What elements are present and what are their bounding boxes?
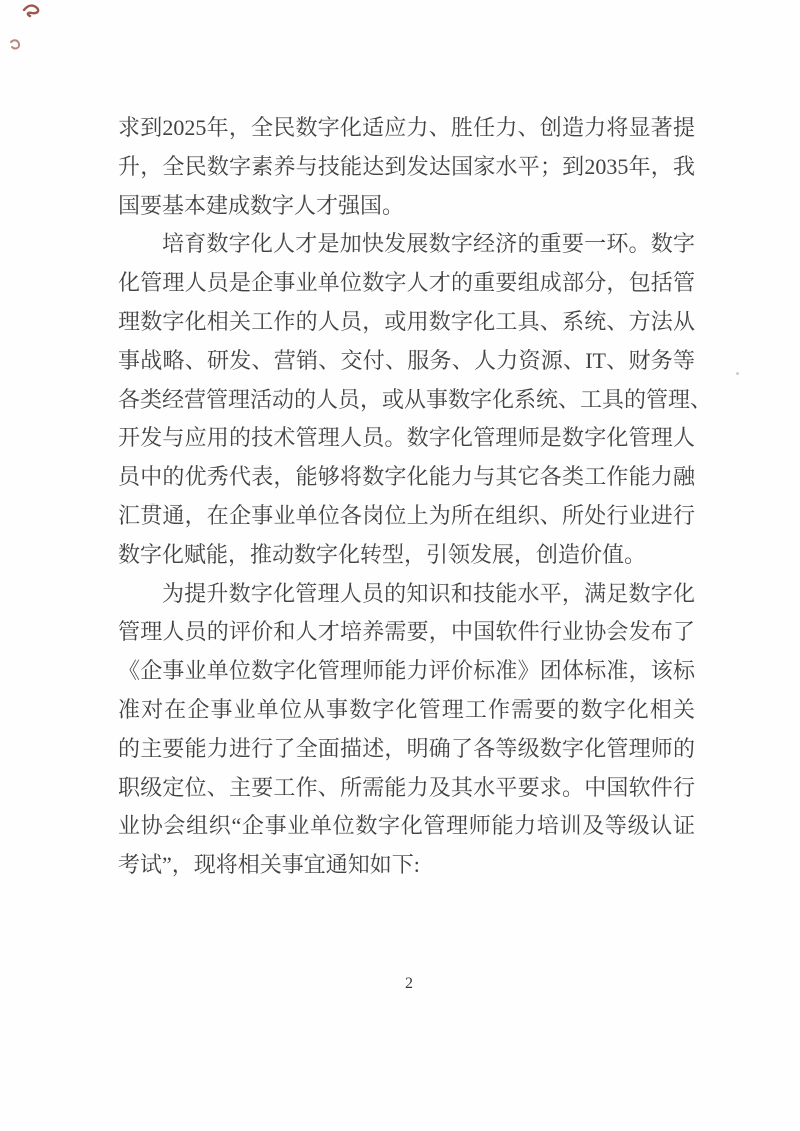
- text-line: 各类经营管理活动的人员，或从事数字化系统、工具的管理、: [118, 386, 713, 412]
- red-ink-mark-icon: [4, 0, 64, 60]
- text-line: 数字化赋能，推动数字化转型，引领发展，创造价值。: [118, 541, 647, 567]
- paragraph: [118, 225, 713, 574]
- text-line: 理数字化相关工作的人员，或用数字化工具、系统、方法从: [118, 308, 695, 334]
- text-line: 《企事业单位数字化管理师能力评价标准》团体标准，该标: [118, 658, 695, 684]
- text-line: 国要基本建成数字人才强国。: [118, 192, 405, 218]
- document-text-block: [118, 109, 713, 885]
- paragraph: [118, 575, 695, 885]
- text-line: 化管理人员是企事业单位数字人才的重要组成部分，包括管: [118, 270, 695, 296]
- text-line: 为提升数字化管理人员的知识和技能水平，满足数字化: [162, 580, 695, 606]
- text-line: 准对在企事业单位从事数字化管理工作需要的数字化相关: [118, 696, 695, 722]
- text-line: 的主要能力进行了全面描述，明确了各等级数字化管理师的: [118, 735, 695, 761]
- text-line: 管理人员的评价和人才培养需要，中国软件行业协会发布了: [118, 619, 695, 645]
- text-line: 开发与应用的技术管理人员。数字化管理师是数字化管理人: [118, 425, 695, 451]
- text-line: 汇贯通，在企事业单位各岗位上为所在组织、所处行业进行: [118, 502, 695, 528]
- text-line: 求到2025年，全民数字化适应力、胜任力、创造力将显著提: [118, 115, 695, 140]
- text-line: 业协会组织“企事业单位数字化管理师能力培训及等级认证: [118, 813, 695, 839]
- text-line: 职级定位、主要工作、所需能力及其水平要求。中国软件行: [118, 774, 695, 800]
- text-line: 员中的优秀代表，能够将数字化能力与其它各类工作能力融: [118, 464, 695, 490]
- page-number: 2: [405, 975, 413, 992]
- text-line: 考试”，现将相关事宜通知如下:: [118, 852, 420, 878]
- text-line: 培育数字化人才是加快发展数字经济的重要一环。数字: [162, 231, 695, 257]
- paragraph: [118, 109, 695, 225]
- scan-speck: [736, 372, 739, 375]
- text-line: 升，全民数字素养与技能达到发达国家水平；到2035年，我: [118, 153, 695, 179]
- text-line: 事战略、研发、营销、交付、服务、人力资源、IT、财务等: [118, 347, 695, 373]
